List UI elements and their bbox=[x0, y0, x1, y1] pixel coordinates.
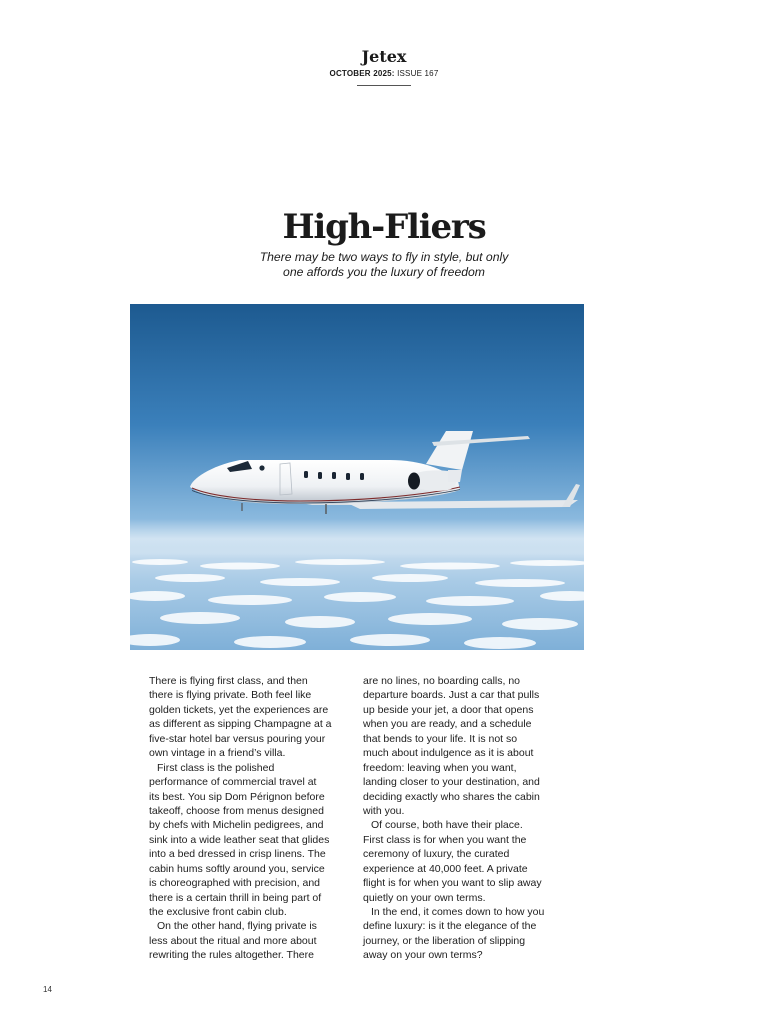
body-line: Of course, both have their place. bbox=[371, 819, 523, 832]
body-line: freedom: leaving when you want, bbox=[363, 761, 517, 774]
body-line: experience at 40,000 feet. A private bbox=[363, 862, 528, 875]
body-line: with you. bbox=[363, 804, 405, 817]
body-line: quietly on your own terms. bbox=[363, 891, 486, 904]
body-line: takeoff, choose from menus designed bbox=[149, 804, 324, 817]
body-line: performance of commercial travel at bbox=[149, 776, 317, 789]
masthead bbox=[0, 47, 768, 86]
body-line: less about the ritual and more about bbox=[149, 934, 317, 947]
issue-line bbox=[0, 68, 768, 80]
body-line: there is flying private. Both feel like bbox=[149, 689, 312, 702]
body-line: sink into a wide leather seat that glides bbox=[149, 833, 330, 846]
body-line: First class is for when you want the bbox=[363, 833, 527, 846]
magazine-title: Jetex bbox=[361, 47, 407, 66]
deck-line: one affords you the luxury of freedom bbox=[283, 265, 485, 279]
body-line: there is a certain thrill in being part of bbox=[149, 891, 322, 904]
body-line: There is flying first class, and then bbox=[149, 675, 308, 687]
body-line: up beside your jet, a door that opens bbox=[363, 703, 534, 716]
body-line: as different as sipping Champagne at a bbox=[149, 718, 332, 731]
body-line: away on your own terms? bbox=[363, 949, 483, 962]
body-line: On the other hand, flying private is bbox=[157, 920, 317, 933]
issue-number: ISSUE 167 bbox=[397, 69, 439, 78]
body-line: ceremony of luxury, the curated bbox=[363, 848, 510, 861]
body-line: much about indulgence as it is about bbox=[363, 747, 534, 760]
body-line: rewriting the rules altogether. There bbox=[149, 949, 314, 962]
masthead-rule bbox=[357, 85, 411, 86]
body-line: its best. You sip Dom Pérignon before bbox=[149, 790, 325, 803]
body-line: are no lines, no boarding calls, no bbox=[363, 675, 521, 687]
body-line: deciding exactly who shares the cabin bbox=[363, 790, 540, 803]
article-deck bbox=[0, 250, 768, 280]
article-column-right bbox=[363, 674, 575, 963]
article-column-left bbox=[149, 674, 361, 963]
body-line: own vintage in a friend’s villa. bbox=[149, 747, 286, 760]
body-line: cabin hums softly around you, service bbox=[149, 862, 325, 875]
body-line: by chefs with Michelin pedigrees, and bbox=[149, 819, 324, 832]
private-jet-photo bbox=[130, 304, 584, 650]
body-line: the exclusive front cabin club. bbox=[149, 906, 287, 918]
body-line: First class is the polished bbox=[157, 761, 275, 774]
body-line: that bends to your life. It is not so bbox=[363, 732, 518, 745]
body-line: departure boards. Just a car that pulls bbox=[363, 689, 540, 702]
body-line: is choreographed with precision, and bbox=[149, 877, 321, 890]
body-line: define luxury: is it the elegance of the bbox=[363, 920, 537, 933]
body-line: landing closer to your destination, and bbox=[363, 776, 540, 789]
page-number: 14 bbox=[43, 985, 52, 994]
body-line: when you are ready, and a schedule bbox=[363, 718, 532, 731]
article-photo bbox=[130, 304, 584, 650]
issue-date: OCTOBER 2025: bbox=[329, 69, 395, 78]
body-line: golden tickets, yet the experiences are bbox=[149, 703, 329, 716]
body-line: In the end, it comes down to how you bbox=[371, 906, 545, 918]
article-headline: High-Fliers bbox=[282, 207, 486, 247]
body-line: journey, or the liberation of slipping bbox=[363, 934, 526, 947]
body-line: into a bed dressed in crisp linens. The bbox=[149, 848, 326, 861]
body-line: flight is for when you want to slip away bbox=[363, 877, 542, 890]
body-line: five-star hotel bar versus pouring your bbox=[149, 732, 326, 745]
deck-line: There may be two ways to fly in style, but only bbox=[259, 250, 509, 264]
